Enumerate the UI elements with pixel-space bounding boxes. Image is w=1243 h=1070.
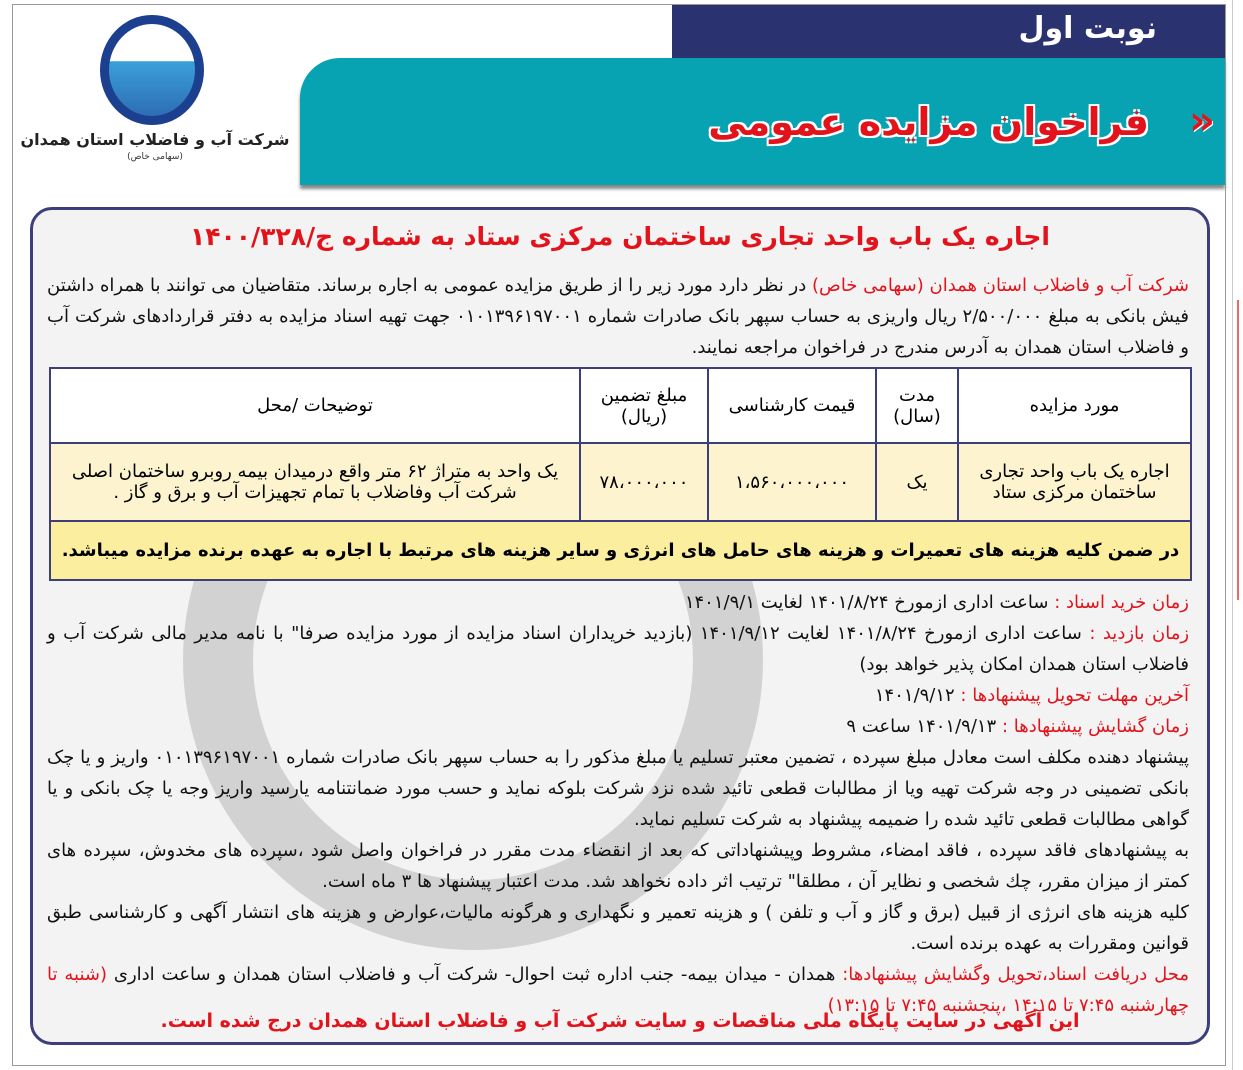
intro-text: در نظر دارد مورد زیر را از طریق مزایده عمومی به اجاره برساند. متقاضیان می توانند با همراه داشتن فیش بانکی به مبلغ ۲/۵۰۰/۰۰۰ ریال واریزی به حساب سپهر بانک صادرات شماره ۰۱۰۱۳۹۶۱۹۷۰۰۱ جهت تهیه اسناد مزایده به دفتر قراردادهای شرکت آب و فاضلاب استان همدان به آدرس مندرج در فراخوان مراجعه نمایند. xyxy=(47,275,1190,358)
page-edge-strip xyxy=(1232,0,1243,1070)
schedule-label: زمان بازدید : xyxy=(1081,623,1190,644)
company-name-red: شرکت آب و فاضلاب استان همدان (سهامی خاص) xyxy=(812,275,1189,296)
table-footer-row xyxy=(50,521,1191,580)
table-row xyxy=(50,443,1191,521)
cell-item: اجاره یک باب واحد تجاری ساختمان مرکزی ستاد xyxy=(958,443,1191,521)
intro-paragraph xyxy=(47,270,1189,363)
schedule-value: ساعت اداری ازمورخ ۱۴۰۱/۸/۲۴ لغایت ۱۴۰۱/۹/۱۲ (بازدید خریداران اسناد مزایده از مورد مزایده صرفا" با نامه مدیر مالی شرکت آب و فاضلاب استان همدان امکان پذیر خواهد بود) xyxy=(47,623,1189,675)
paragraph: کلیه هزینه های انرژی از قبیل (برق و گاز و آب و تلفن ) و هزینه تعمیر و نگهداری و هرگونه مالیات،عوارض و هزینه های انتشار آگهی و کارشناسی طبق قوانین ومقررات به عهده برنده است. xyxy=(47,902,1189,954)
paragraph: پیشنهاد دهنده مکلف است معادل مبلغ سپرده ، تضمین معتبر تسلیم یا مبلغ مذکور را به حساب سپهر بانک صادرات شماره ۰۱۰۱۳۹۶۱۹۷۰۰۱ واریز و یا چک بانکی تضمینی در وجه شرکت تهیه ویا از مطالبات قطعی تائید شده نزد شرکت بلوکه نماید و حسب مورد ضمانتنامه یارسید واریز وجه یا چک بانکی و یا گواهی مطالبات قطعی تائید شده را ضمیمه پیشنهاد به شرکت تسلیم نماید. xyxy=(47,747,1190,830)
double-chevron-icon: « xyxy=(1189,98,1215,144)
cell-duration: یک xyxy=(876,443,958,521)
cell-deposit: ۷۸،۰۰۰،۰۰۰ xyxy=(580,443,708,521)
company-name: شرکت آب و فاضلاب استان همدان xyxy=(20,130,290,149)
schedule-item xyxy=(47,618,1189,680)
cell-price: ۱،۵۶۰،۰۰۰،۰۰۰ xyxy=(708,443,876,521)
address-label: محل دریافت اسناد،تحویل وگشایش پیشنهادها: xyxy=(835,964,1190,985)
company-type: (سهامی خاص) xyxy=(127,152,183,162)
schedule-item xyxy=(47,680,1189,711)
address-value: همدان - میدان بیمه- جنب اداره ثبت احوال- شرکت آب و فاضلاب استان همدان و ساعت اداری xyxy=(107,964,836,985)
header-cell: مورد مزایده xyxy=(958,368,1191,443)
cell-description: یک واحد به متراژ ۶۲ متر واقع درمیدان بیمه روبرو ساختمان اصلی شرکت آب وفاضلاب با تمام تجهیزات آب و برق و گاز . xyxy=(50,443,580,521)
ad-title: فراخوان مزایده عمومی xyxy=(708,100,1149,144)
notice-box xyxy=(30,207,1210,1045)
auction-table xyxy=(49,367,1192,581)
schedule-item xyxy=(47,587,1189,618)
notice-title: اجاره یک باب واحد تجاری ساختمان مرکزی ستاد به شماره ج/۱۴۰۰/۳۲۸ xyxy=(190,222,1050,251)
schedule-label: زمان خرید اسناد : xyxy=(1048,592,1189,613)
company-logo xyxy=(100,15,204,125)
footer-note: این آگهی در سایت پایگاه ملی مناقصات و سایت شرکت آب و فاضلاب استان همدان درج شده است. xyxy=(160,1010,1080,1032)
header-cell: قیمت کارشناسی xyxy=(708,368,876,443)
schedule-value: ساعت اداری ازمورخ ۱۴۰۱/۸/۲۴ لغایت ۱۴۰۱/۹/۱ xyxy=(684,592,1049,613)
paragraph: به پیشنهادهای فاقد سپرده ، فاقد امضاء، مشروط وپیشنهاداتی که بعد از انقضاء مدت مقرر در فراخوان واصل شود ،سپرده های مخدوش، سپرده های کمتر از میزان مقرر، چك شخصی و نظایر آن ، مطلقا" ترتیب اثر داده نخواهد شد. مدت اعتبار پیشنهاد ها ۳ ماه است. xyxy=(47,840,1189,892)
office-hours: (شنبه تا چهارشنبه ۷:۴۵ تا ۱۴:۱۵ ،پنجشنبه ۷:۴۵ تا ۱۳:۱۵) xyxy=(47,964,1189,1016)
edition-banner xyxy=(672,5,1225,58)
table-header-row xyxy=(50,368,1191,443)
schedule-label: زمان گشایش پیشنهادها : xyxy=(996,716,1189,737)
schedule-section xyxy=(47,587,1189,1021)
header-cell: توضیحات /محل xyxy=(50,368,580,443)
edition-label: نوبت اول xyxy=(1018,11,1157,46)
schedule-item xyxy=(47,711,1189,742)
title-banner xyxy=(300,58,1225,185)
schedule-label: آخرین مهلت تحویل پیشنهادها : xyxy=(954,685,1189,706)
header-cell: مبلغ تضمین (ریال) xyxy=(580,368,708,443)
header-cell: مدت (سال) xyxy=(876,368,958,443)
schedule-value: ۱۴۰۱/۹/۱۲ xyxy=(874,685,955,706)
table-footer-note: در ضمن کلیه هزینه های تعمیرات و هزینه های حامل های انرژی و سایر هزینه های مرتبط با اجاره به عهده برنده مزایده میباشد. xyxy=(50,521,1191,580)
schedule-value: ۱۴۰۱/۹/۱۳ ساعت ۹ xyxy=(846,716,997,737)
